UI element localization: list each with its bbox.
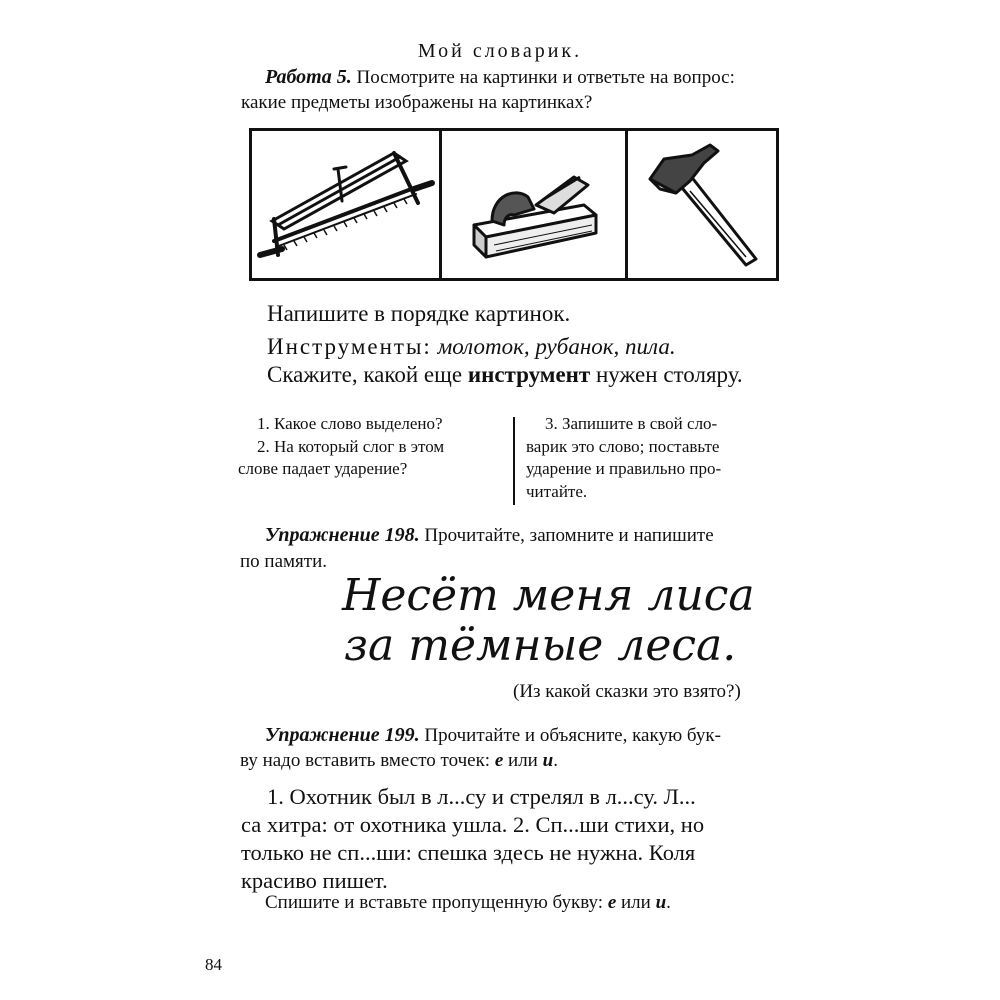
- body-line: са хитра: от охотника ушла. 2. Сп...ши стихи, но: [241, 812, 705, 837]
- plane-picture: [444, 133, 622, 278]
- tools-picture-box: [249, 128, 779, 281]
- order-instruction: Напишите в порядке картинок.: [267, 301, 571, 326]
- ex199-text1: Прочитайте и объясните, какую бук-: [424, 725, 721, 746]
- tools-list: молоток, рубанок, пила.: [437, 334, 676, 359]
- picture-divider: [625, 131, 628, 278]
- task-text: Спишите и вставьте пропущенную букву:: [265, 892, 608, 913]
- ask-after: нужен столяру.: [590, 362, 743, 387]
- questions-divider: [513, 417, 515, 505]
- tools-label: Инструменты:: [267, 334, 432, 359]
- task-or-word: или: [616, 892, 656, 913]
- work5-label: Работа 5.: [265, 66, 352, 88]
- question-line: 1. Какое слово выделено?: [257, 414, 443, 433]
- ex199-text2: ву надо вставить вместо точек:: [240, 750, 495, 771]
- ex199-body: [241, 783, 704, 895]
- ask-word: инструмент: [467, 362, 591, 387]
- picture-divider: [439, 131, 442, 278]
- questions-right: [526, 413, 796, 503]
- ex198-text1: Прочитайте, запомните и напишите: [424, 525, 714, 546]
- task-letter-i: и: [655, 892, 667, 913]
- questions-left: [238, 413, 510, 481]
- work5-text1: Посмотрите на картинки и ответьте на вопрос:: [356, 67, 735, 88]
- letter-e: е: [494, 750, 504, 771]
- ex199-task: [265, 892, 671, 914]
- work5-line1: [265, 66, 735, 89]
- ex198-question: (Из какой сказки это взято?): [513, 681, 741, 702]
- task-letter-e: е: [607, 892, 617, 913]
- ex199-label: Упражнение 199.: [265, 724, 420, 746]
- section-title: Мой словарик.: [417, 40, 583, 62]
- question-line: 3. Запишите в свой сло-: [545, 414, 718, 433]
- period: .: [553, 750, 558, 771]
- question-line: варик это слово; поставьте: [526, 436, 720, 456]
- task-period: .: [666, 892, 671, 913]
- question-line: 2. На который слог в этом: [257, 436, 445, 456]
- work5-line2: какие предметы изображены на картинках?: [241, 92, 593, 113]
- body-line: красиво пишет.: [241, 868, 388, 893]
- body-line: 1. Охотник был в л...су и стрелял в л...су. Л...: [267, 784, 696, 809]
- ex198-line1: [265, 524, 714, 547]
- letter-i: и: [542, 750, 554, 771]
- ex198-script-line1: Несёт меня лиса: [342, 570, 755, 621]
- saw-picture: [254, 133, 436, 278]
- ex199-line2: [240, 750, 558, 772]
- question-line: читайте.: [526, 481, 588, 501]
- page-number: 84: [205, 955, 222, 974]
- ex198-script-line2: за тёмные леса.: [344, 620, 737, 671]
- body-line: только не сп...ши: спешка здесь не нужна. Коля: [241, 840, 696, 865]
- hammer-picture: [630, 133, 776, 278]
- tools-line: [267, 334, 676, 360]
- question-line: слове падает ударение?: [238, 459, 408, 478]
- ex199-line1: [265, 724, 721, 747]
- ex198-label: Упражнение 198.: [265, 524, 420, 546]
- ask-line: [267, 362, 743, 388]
- or-word: или: [503, 750, 543, 771]
- ask-before: Скажите, какой еще: [267, 362, 468, 387]
- ex198-line2: по памяти.: [240, 551, 328, 572]
- question-line: ударение и правильно про-: [526, 459, 722, 478]
